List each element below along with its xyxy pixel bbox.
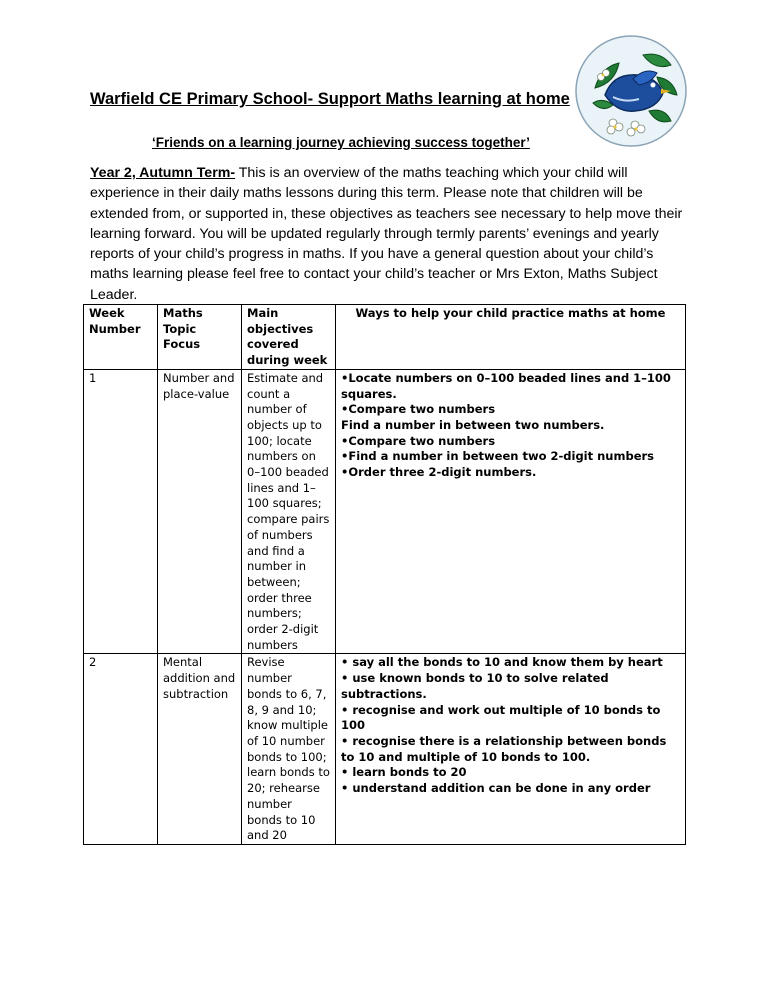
list-item: • recognise there is a relationship between bonds to 10 and multiple of 10 bonds to 100. [341,733,667,764]
header-topic: Maths Topic Focus [158,305,242,370]
list-item: • say all the bonds to 10 and know them by heart [341,655,663,670]
list-item: •Order three 2-digit numbers. [341,465,537,480]
main-objectives: Estimate and count a number of objects up to 100; locate numbers on 0–100 beaded lines and 1–100 squares; compare pairs of numbers and find a number in between; order three numbers; order 2-digit numbers [242,369,336,654]
main-objectives: Revise number bonds to 6, 7, 8, 9 and 10; know multiple of 10 number bonds to 100; learn bonds to 20; rehearse number bonds to 10 and 20 [242,654,336,844]
header-week: Week Number [84,305,158,370]
table-row [84,369,686,654]
list-item: •Locate numbers on 0–100 beaded lines and 1–100 squares. [341,370,671,401]
list-item: •Find a number in between two 2-digit numbers [341,449,655,464]
list-item: •Compare two numbers [341,433,496,448]
intro-text: This is an overview of the maths teaching which your child will experience in their daily maths lessons during this term. Please note that children will be extended from, or supported in, these objectives as teachers see necessary to help move their learning forward. You will be updated regularly through termly parents’ evenings and yearly reports of your child’s progress in maths. If you have a general question about your child’s maths learning please feel free to contact your child’s teacher or Mrs Exton, Maths Subject Leader. [90,165,683,303]
topic-focus: Number and place-value [158,369,242,654]
intro-paragraph [90,163,690,305]
list-item: Find a number in between two numbers. [341,417,605,432]
topic-focus: Mental addition and subtraction [158,654,242,844]
school-motto: ‘Friends on a learning journey achieving success together’ [152,135,530,150]
list-item: • recognise and work out multiple of 10 bonds to 100 [341,702,661,733]
list-item: •Compare two numbers [341,402,496,417]
week-number: 2 [84,654,158,844]
intro-lead: Year 2, Autumn Term- [90,165,236,181]
week-number: 1 [84,369,158,654]
maths-plan-table [83,304,686,845]
list-item: • use known bonds to 10 to solve related subtractions. [341,671,609,701]
ways-to-help [336,654,686,844]
ways-list [341,655,680,796]
list-item: • understand addition can be done in any order [341,781,651,796]
table-header-row [84,305,686,370]
list-item: • learn bonds to 20 [341,765,467,780]
header-objectives: Main objectives covered during week [242,305,336,370]
school-logo [573,33,689,149]
page-title: Warfield CE Primary School- Support Maths learning at home [90,90,570,108]
header-ways: Ways to help your child practice maths at home [336,305,686,370]
table-row [84,654,686,844]
ways-to-help [336,369,686,654]
ways-list [341,371,680,481]
